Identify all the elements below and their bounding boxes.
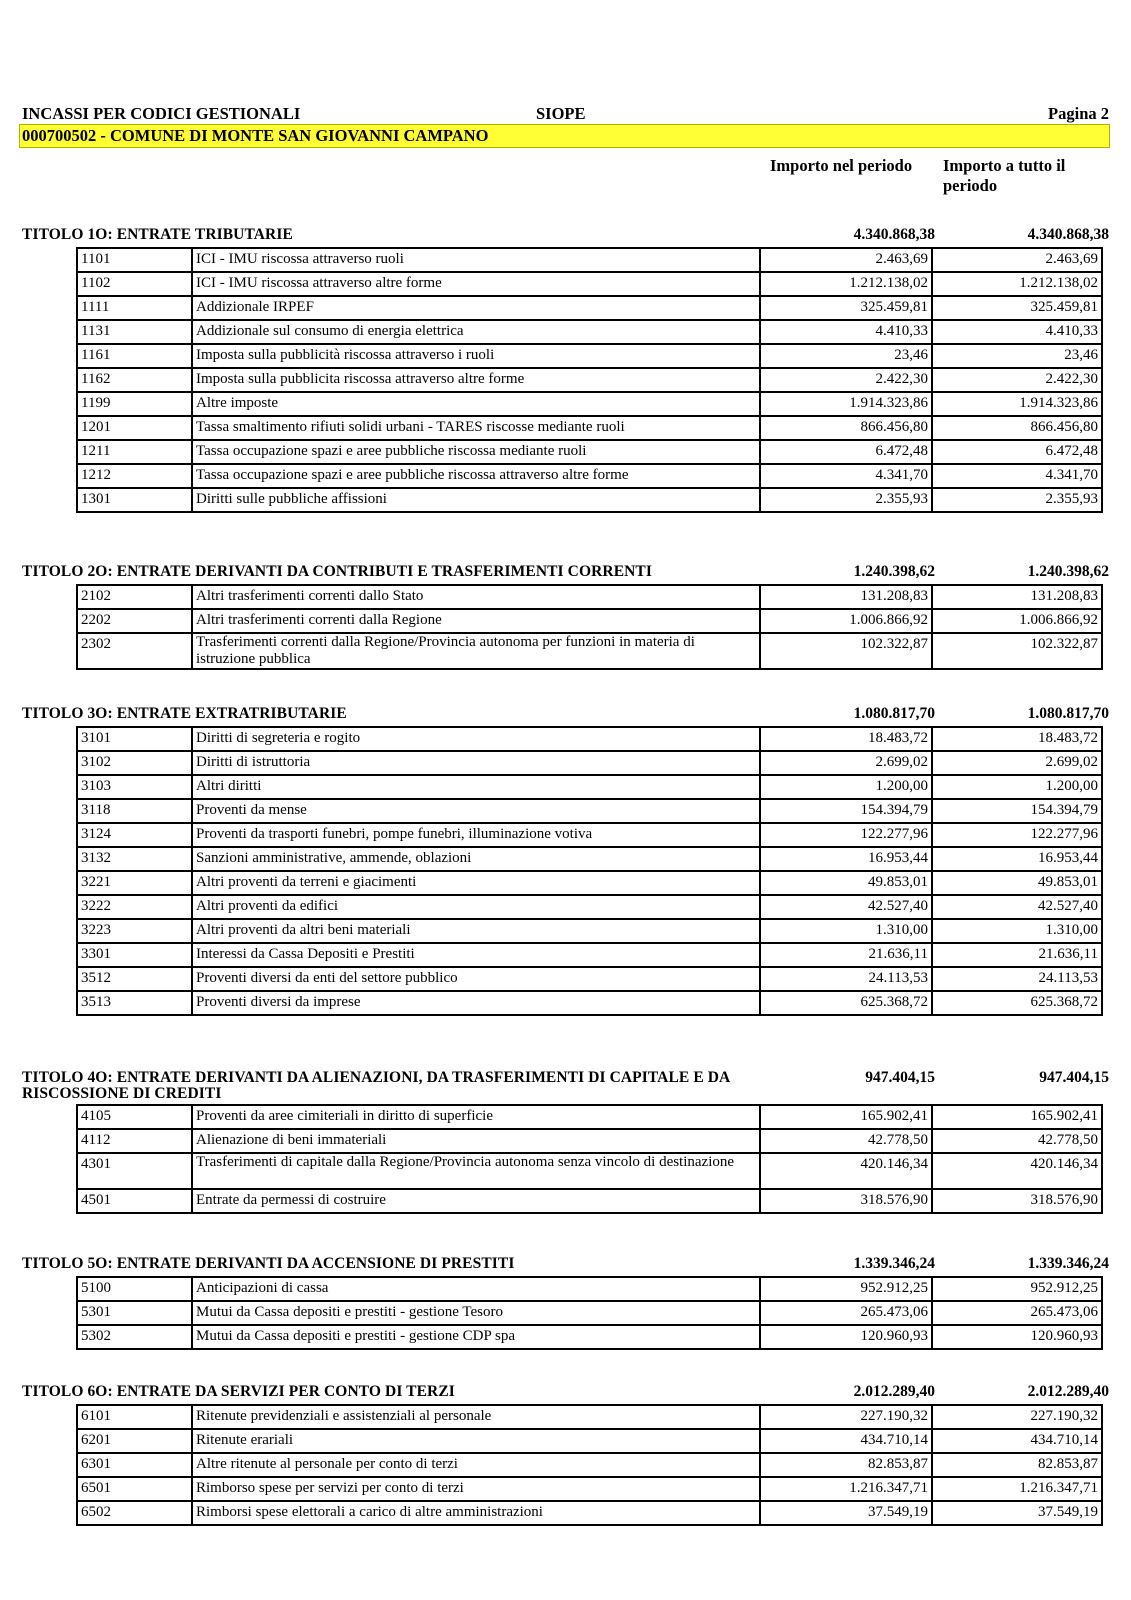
code-cell: 3222 bbox=[77, 895, 192, 919]
amount-total-cell: 37.549,19 bbox=[932, 1501, 1102, 1525]
description-cell: Trasferimenti di capitale dalla Regione/Provincia autonoma senza vincolo di destinazione bbox=[192, 1153, 760, 1189]
amount-total-cell: 6.472,48 bbox=[932, 440, 1102, 464]
amount-period-cell: 2.463,69 bbox=[760, 248, 932, 272]
code-cell: 3103 bbox=[77, 775, 192, 799]
code-cell: 1131 bbox=[77, 320, 192, 344]
amount-total-cell: 420.146,34 bbox=[932, 1153, 1102, 1189]
table-row bbox=[77, 1325, 1102, 1349]
code-cell: 4301 bbox=[77, 1153, 192, 1189]
amount-total-cell: 165.902,41 bbox=[932, 1105, 1102, 1129]
code-cell: 6301 bbox=[77, 1453, 192, 1477]
code-cell: 3101 bbox=[77, 727, 192, 751]
table-row bbox=[77, 609, 1102, 633]
description-cell: Altri proventi da altri beni materiali bbox=[192, 919, 760, 943]
description-cell: Altri proventi da terreni e giacimenti bbox=[192, 871, 760, 895]
amount-period-cell: 18.483,72 bbox=[760, 727, 932, 751]
amount-total-cell: 2.355,93 bbox=[932, 488, 1102, 512]
description-cell: ICI - IMU riscossa attraverso ruoli bbox=[192, 248, 760, 272]
code-table bbox=[76, 247, 1103, 513]
description-cell: Altri trasferimenti correnti dallo Stato bbox=[192, 585, 760, 609]
section-title: TITOLO 4O: ENTRATE DERIVANTI DA ALIENAZIONI, DA TRASFERIMENTI DI CAPITALE E DA RISCOSSIONE DI CREDITI bbox=[22, 1069, 730, 1102]
table-row bbox=[77, 392, 1102, 416]
code-cell: 6501 bbox=[77, 1477, 192, 1501]
amount-period-cell: 952.912,25 bbox=[760, 1277, 932, 1301]
amount-period-cell: 42.527,40 bbox=[760, 895, 932, 919]
code-cell: 3132 bbox=[77, 847, 192, 871]
amount-total-cell: 24.113,53 bbox=[932, 967, 1102, 991]
amount-total-cell: 2.699,02 bbox=[932, 751, 1102, 775]
amount-total-cell: 1.914.323,86 bbox=[932, 392, 1102, 416]
column-header-total-line2: periodo bbox=[943, 176, 998, 195]
amount-total-cell: 434.710,14 bbox=[932, 1429, 1102, 1453]
amount-period-cell: 4.341,70 bbox=[760, 464, 932, 488]
description-cell: Sanzioni amministrative, ammende, oblazioni bbox=[192, 847, 760, 871]
amount-period-cell: 24.113,53 bbox=[760, 967, 932, 991]
table-row bbox=[77, 919, 1102, 943]
report-title: INCASSI PER CODICI GESTIONALI bbox=[22, 104, 301, 123]
table-row bbox=[77, 488, 1102, 512]
code-cell: 1161 bbox=[77, 344, 192, 368]
amount-total-cell: 131.208,83 bbox=[932, 585, 1102, 609]
code-cell: 3124 bbox=[77, 823, 192, 847]
section-total-cumulative: 2.012.289,40 bbox=[1027, 1383, 1109, 1400]
code-cell: 3513 bbox=[77, 991, 192, 1015]
amount-total-cell: 4.341,70 bbox=[932, 464, 1102, 488]
description-cell: Mutui da Cassa depositi e prestiti - gestione CDP spa bbox=[192, 1325, 760, 1349]
amount-period-cell: 2.355,93 bbox=[760, 488, 932, 512]
section-total-cumulative: 4.340.868,38 bbox=[1027, 226, 1109, 243]
table-row bbox=[77, 1153, 1102, 1189]
amount-total-cell: 866.456,80 bbox=[932, 416, 1102, 440]
amount-period-cell: 2.422,30 bbox=[760, 368, 932, 392]
section-title: TITOLO 3O: ENTRATE EXTRATRIBUTARIE bbox=[22, 705, 347, 722]
amount-total-cell: 102.322,87 bbox=[932, 633, 1102, 669]
description-cell: Imposta sulla pubblicita riscossa attraverso altre forme bbox=[192, 368, 760, 392]
amount-period-cell: 49.853,01 bbox=[760, 871, 932, 895]
description-cell: Proventi diversi da enti del settore pubblico bbox=[192, 967, 760, 991]
code-cell: 3118 bbox=[77, 799, 192, 823]
amount-total-cell: 4.410,33 bbox=[932, 320, 1102, 344]
section-titolo-1 bbox=[0, 227, 1131, 513]
table-row bbox=[77, 248, 1102, 272]
section-total-period: 947.404,15 bbox=[865, 1069, 935, 1086]
amount-period-cell: 227.190,32 bbox=[760, 1405, 932, 1429]
table-row bbox=[77, 727, 1102, 751]
section-total-period: 1.240.398,62 bbox=[853, 563, 935, 580]
code-cell: 1199 bbox=[77, 392, 192, 416]
code-cell: 1212 bbox=[77, 464, 192, 488]
section-total-cumulative: 1.339.346,24 bbox=[1027, 1255, 1109, 1272]
amount-period-cell: 625.368,72 bbox=[760, 991, 932, 1015]
code-cell: 2102 bbox=[77, 585, 192, 609]
section-title: TITOLO 6O: ENTRATE DA SERVIZI PER CONTO DI TERZI bbox=[22, 1383, 455, 1400]
description-cell: Rimborsi spese elettorali a carico di altre amministrazioni bbox=[192, 1501, 760, 1525]
section-title: TITOLO 2O: ENTRATE DERIVANTI DA CONTRIBUTI E TRASFERIMENTI CORRENTI bbox=[22, 563, 652, 580]
description-cell: Altri trasferimenti correnti dalla Regione bbox=[192, 609, 760, 633]
description-cell: Diritti di segreteria e rogito bbox=[192, 727, 760, 751]
amount-total-cell: 1.216.347,71 bbox=[932, 1477, 1102, 1501]
code-cell: 5302 bbox=[77, 1325, 192, 1349]
description-cell: Anticipazioni di cassa bbox=[192, 1277, 760, 1301]
code-cell: 1102 bbox=[77, 272, 192, 296]
code-cell: 4105 bbox=[77, 1105, 192, 1129]
code-table bbox=[76, 1104, 1103, 1214]
code-cell: 6101 bbox=[77, 1405, 192, 1429]
section-total-period: 2.012.289,40 bbox=[853, 1383, 935, 1400]
section-total-cumulative: 1.080.817,70 bbox=[1027, 705, 1109, 722]
code-cell: 2302 bbox=[77, 633, 192, 669]
table-row bbox=[77, 1501, 1102, 1525]
description-cell: Mutui da Cassa depositi e prestiti - gestione Tesoro bbox=[192, 1301, 760, 1325]
amount-total-cell: 120.960,93 bbox=[932, 1325, 1102, 1349]
section-header bbox=[0, 706, 1131, 726]
amount-period-cell: 37.549,19 bbox=[760, 1501, 932, 1525]
amount-period-cell: 122.277,96 bbox=[760, 823, 932, 847]
table-row bbox=[77, 296, 1102, 320]
section-title: TITOLO 5O: ENTRATE DERIVANTI DA ACCENSIONE DI PRESTITI bbox=[22, 1255, 515, 1272]
amount-total-cell: 1.310,00 bbox=[932, 919, 1102, 943]
code-cell: 3221 bbox=[77, 871, 192, 895]
table-row bbox=[77, 847, 1102, 871]
table-row bbox=[77, 1405, 1102, 1429]
table-row bbox=[77, 1453, 1102, 1477]
code-table bbox=[76, 1276, 1103, 1350]
code-cell: 1211 bbox=[77, 440, 192, 464]
section-titolo-6 bbox=[0, 1384, 1131, 1526]
amount-period-cell: 420.146,34 bbox=[760, 1153, 932, 1189]
table-row bbox=[77, 1129, 1102, 1153]
table-row bbox=[77, 967, 1102, 991]
description-cell: Diritti sulle pubbliche affissioni bbox=[192, 488, 760, 512]
table-row bbox=[77, 585, 1102, 609]
description-cell: Proventi diversi da imprese bbox=[192, 991, 760, 1015]
section-title: TITOLO 1O: ENTRATE TRIBUTARIE bbox=[22, 226, 293, 243]
table-row bbox=[77, 416, 1102, 440]
amount-period-cell: 1.216.347,71 bbox=[760, 1477, 932, 1501]
amount-total-cell: 42.778,50 bbox=[932, 1129, 1102, 1153]
amount-total-cell: 1.200,00 bbox=[932, 775, 1102, 799]
table-row bbox=[77, 464, 1102, 488]
description-cell: ICI - IMU riscossa attraverso altre forme bbox=[192, 272, 760, 296]
table-row bbox=[77, 344, 1102, 368]
column-header-total bbox=[943, 156, 1113, 196]
table-row bbox=[77, 1301, 1102, 1325]
code-cell: 3301 bbox=[77, 943, 192, 967]
amount-period-cell: 1.200,00 bbox=[760, 775, 932, 799]
description-cell: Imposta sulla pubblicità riscossa attraverso i ruoli bbox=[192, 344, 760, 368]
amount-period-cell: 23,46 bbox=[760, 344, 932, 368]
section-titolo-4 bbox=[0, 1070, 1131, 1214]
table-row bbox=[77, 1105, 1102, 1129]
amount-period-cell: 434.710,14 bbox=[760, 1429, 932, 1453]
code-table bbox=[76, 1404, 1103, 1526]
section-total-cumulative: 947.404,15 bbox=[1039, 1069, 1109, 1086]
description-cell: Ritenute previdenziali e assistenziali al personale bbox=[192, 1405, 760, 1429]
description-cell: Proventi da aree cimiteriali in diritto di superficie bbox=[192, 1105, 760, 1129]
code-cell: 4112 bbox=[77, 1129, 192, 1153]
section-total-cumulative: 1.240.398,62 bbox=[1027, 563, 1109, 580]
section-header bbox=[0, 1384, 1131, 1404]
amount-period-cell: 120.960,93 bbox=[760, 1325, 932, 1349]
table-row bbox=[77, 943, 1102, 967]
section-header bbox=[0, 227, 1131, 247]
table-row bbox=[77, 991, 1102, 1015]
table-row bbox=[77, 440, 1102, 464]
description-cell: Alienazione di beni immateriali bbox=[192, 1129, 760, 1153]
amount-period-cell: 4.410,33 bbox=[760, 320, 932, 344]
amount-total-cell: 23,46 bbox=[932, 344, 1102, 368]
code-cell: 1201 bbox=[77, 416, 192, 440]
amount-period-cell: 866.456,80 bbox=[760, 416, 932, 440]
amount-total-cell: 227.190,32 bbox=[932, 1405, 1102, 1429]
code-cell: 1162 bbox=[77, 368, 192, 392]
amount-total-cell: 154.394,79 bbox=[932, 799, 1102, 823]
amount-period-cell: 1.212.138,02 bbox=[760, 272, 932, 296]
table-row bbox=[77, 1189, 1102, 1213]
code-cell: 6201 bbox=[77, 1429, 192, 1453]
table-row bbox=[77, 368, 1102, 392]
amount-period-cell: 1.310,00 bbox=[760, 919, 932, 943]
amount-total-cell: 318.576,90 bbox=[932, 1189, 1102, 1213]
description-cell: Proventi da trasporti funebri, pompe funebri, illuminazione votiva bbox=[192, 823, 760, 847]
amount-total-cell: 1.006.866,92 bbox=[932, 609, 1102, 633]
description-cell: Altri proventi da edifici bbox=[192, 895, 760, 919]
amount-period-cell: 16.953,44 bbox=[760, 847, 932, 871]
section-total-period: 4.340.868,38 bbox=[853, 226, 935, 243]
amount-total-cell: 952.912,25 bbox=[932, 1277, 1102, 1301]
amount-period-cell: 265.473,06 bbox=[760, 1301, 932, 1325]
amount-period-cell: 21.636,11 bbox=[760, 943, 932, 967]
amount-total-cell: 82.853,87 bbox=[932, 1453, 1102, 1477]
section-total-period: 1.339.346,24 bbox=[853, 1255, 935, 1272]
column-header-total-line1: Importo a tutto il bbox=[943, 156, 1066, 175]
amount-period-cell: 1.914.323,86 bbox=[760, 392, 932, 416]
table-row bbox=[77, 1477, 1102, 1501]
table-row bbox=[77, 895, 1102, 919]
description-cell: Proventi da mense bbox=[192, 799, 760, 823]
amount-period-cell: 165.902,41 bbox=[760, 1105, 932, 1129]
description-cell: Diritti di istruttoria bbox=[192, 751, 760, 775]
description-cell: Altre imposte bbox=[192, 392, 760, 416]
report-system: SIOPE bbox=[536, 104, 586, 123]
code-table bbox=[76, 726, 1103, 1016]
description-cell: Altri diritti bbox=[192, 775, 760, 799]
table-row bbox=[77, 751, 1102, 775]
table-row bbox=[77, 320, 1102, 344]
code-cell: 2202 bbox=[77, 609, 192, 633]
amount-period-cell: 82.853,87 bbox=[760, 1453, 932, 1477]
section-header bbox=[0, 1070, 1131, 1104]
description-cell: Altre ritenute al personale per conto di terzi bbox=[192, 1453, 760, 1477]
section-header bbox=[0, 1256, 1131, 1276]
code-cell: 1101 bbox=[77, 248, 192, 272]
description-cell: Tassa occupazione spazi e aree pubbliche riscossa mediante ruoli bbox=[192, 440, 760, 464]
description-cell: Interessi da Cassa Depositi e Prestiti bbox=[192, 943, 760, 967]
amount-total-cell: 625.368,72 bbox=[932, 991, 1102, 1015]
amount-total-cell: 265.473,06 bbox=[932, 1301, 1102, 1325]
code-cell: 1301 bbox=[77, 488, 192, 512]
code-cell: 6502 bbox=[77, 1501, 192, 1525]
table-row bbox=[77, 1429, 1102, 1453]
amount-period-cell: 6.472,48 bbox=[760, 440, 932, 464]
amount-period-cell: 102.322,87 bbox=[760, 633, 932, 669]
code-cell: 4501 bbox=[77, 1189, 192, 1213]
table-row bbox=[77, 775, 1102, 799]
amount-total-cell: 16.953,44 bbox=[932, 847, 1102, 871]
table-row bbox=[77, 272, 1102, 296]
section-titolo-2 bbox=[0, 564, 1131, 670]
description-cell: Tassa occupazione spazi e aree pubbliche riscossa attraverso altre forme bbox=[192, 464, 760, 488]
description-cell: Rimborso spese per servizi per conto di terzi bbox=[192, 1477, 760, 1501]
section-titolo-5 bbox=[0, 1256, 1131, 1350]
code-cell: 3102 bbox=[77, 751, 192, 775]
table-row bbox=[77, 633, 1102, 669]
amount-period-cell: 2.699,02 bbox=[760, 751, 932, 775]
amount-total-cell: 2.463,69 bbox=[932, 248, 1102, 272]
column-header-period: Importo nel periodo bbox=[770, 156, 913, 175]
amount-period-cell: 1.006.866,92 bbox=[760, 609, 932, 633]
code-cell: 5301 bbox=[77, 1301, 192, 1325]
description-cell: Addizionale sul consumo di energia elettrica bbox=[192, 320, 760, 344]
code-cell: 5100 bbox=[77, 1277, 192, 1301]
amount-total-cell: 49.853,01 bbox=[932, 871, 1102, 895]
amount-total-cell: 122.277,96 bbox=[932, 823, 1102, 847]
amount-total-cell: 18.483,72 bbox=[932, 727, 1102, 751]
section-header bbox=[0, 564, 1131, 584]
amount-total-cell: 2.422,30 bbox=[932, 368, 1102, 392]
amount-total-cell: 325.459,81 bbox=[932, 296, 1102, 320]
description-cell: Ritenute erariali bbox=[192, 1429, 760, 1453]
code-cell: 3223 bbox=[77, 919, 192, 943]
page-number: Pagina 2 bbox=[1048, 104, 1109, 123]
description-cell: Entrate da permessi di costruire bbox=[192, 1189, 760, 1213]
amount-period-cell: 154.394,79 bbox=[760, 799, 932, 823]
entity-banner: 000700502 - COMUNE DI MONTE SAN GIOVANNI CAMPANO bbox=[19, 124, 1110, 148]
amount-period-cell: 42.778,50 bbox=[760, 1129, 932, 1153]
amount-total-cell: 1.212.138,02 bbox=[932, 272, 1102, 296]
table-row bbox=[77, 871, 1102, 895]
table-row bbox=[77, 1277, 1102, 1301]
code-table bbox=[76, 584, 1103, 670]
table-row bbox=[77, 799, 1102, 823]
amount-period-cell: 131.208,83 bbox=[760, 585, 932, 609]
code-cell: 1111 bbox=[77, 296, 192, 320]
description-cell: Tassa smaltimento rifiuti solidi urbani - TARES riscosse mediante ruoli bbox=[192, 416, 760, 440]
amount-period-cell: 318.576,90 bbox=[760, 1189, 932, 1213]
table-row bbox=[77, 823, 1102, 847]
code-cell: 3512 bbox=[77, 967, 192, 991]
section-titolo-3 bbox=[0, 706, 1131, 1016]
amount-total-cell: 42.527,40 bbox=[932, 895, 1102, 919]
section-total-period: 1.080.817,70 bbox=[853, 705, 935, 722]
description-cell: Addizionale IRPEF bbox=[192, 296, 760, 320]
description-cell: Trasferimenti correnti dalla Regione/Provincia autonoma per funzioni in materia di istruzione pubblica bbox=[192, 633, 760, 669]
amount-total-cell: 21.636,11 bbox=[932, 943, 1102, 967]
amount-period-cell: 325.459,81 bbox=[760, 296, 932, 320]
